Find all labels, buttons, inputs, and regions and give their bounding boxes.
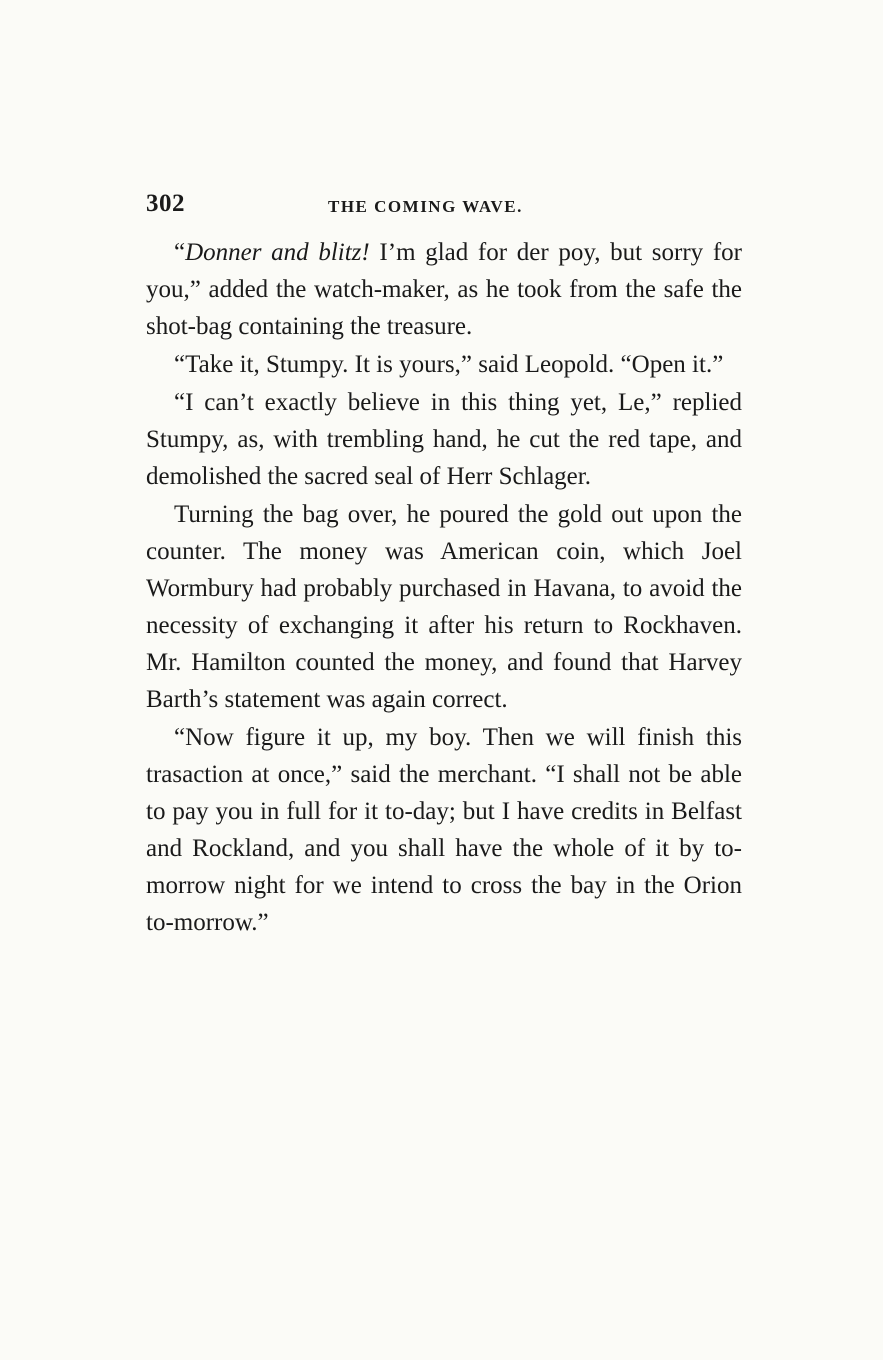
open-quote: “	[174, 239, 186, 266]
paragraph-5: “Now figure it up, my boy. Then we will finish this trasaction at once,” said the merchant. “I shall not be able to pay you in full for it to-day; but I have credits in Belfast and Rockland, and you shall have the whole of it by to-morrow night for we intend to cross the bay in the Orion to-morrow.”	[146, 724, 742, 936]
page-number: 302	[146, 190, 185, 217]
running-head: THE COMING WAVE.	[328, 197, 523, 216]
paragraph-2: “Take it, Stumpy. It is yours,” said Leopold. “Open it.”	[174, 351, 724, 378]
page-body	[146, 234, 742, 941]
paragraph-3: “I can’t exactly believe in this thing yet, Le,” replied Stumpy, as, with trembling hand, he cut the red tape, and demolished the sacred seal of Herr Schlager.	[146, 389, 742, 490]
book-page	[146, 190, 742, 942]
paragraph-4: Turning the bag over, he poured the gold out upon the counter. The money was American coin, which Joel Wormbury had probably purchased in Havana, to avoid the necessity of exchanging it after his return to Rockhaven. Mr. Hamilton counted the money, and found that Harvey Barth’s statement was again correct.	[146, 501, 742, 713]
page-header	[146, 190, 742, 234]
italic-exclamation: Donner and blitz!	[185, 239, 370, 266]
paragraph-1	[146, 234, 742, 345]
paragraph-text: I’m glad for der poy, but sorry for you,” added the watch-maker, as he took from the safe the shot-bag containing the treasure.	[146, 239, 742, 340]
